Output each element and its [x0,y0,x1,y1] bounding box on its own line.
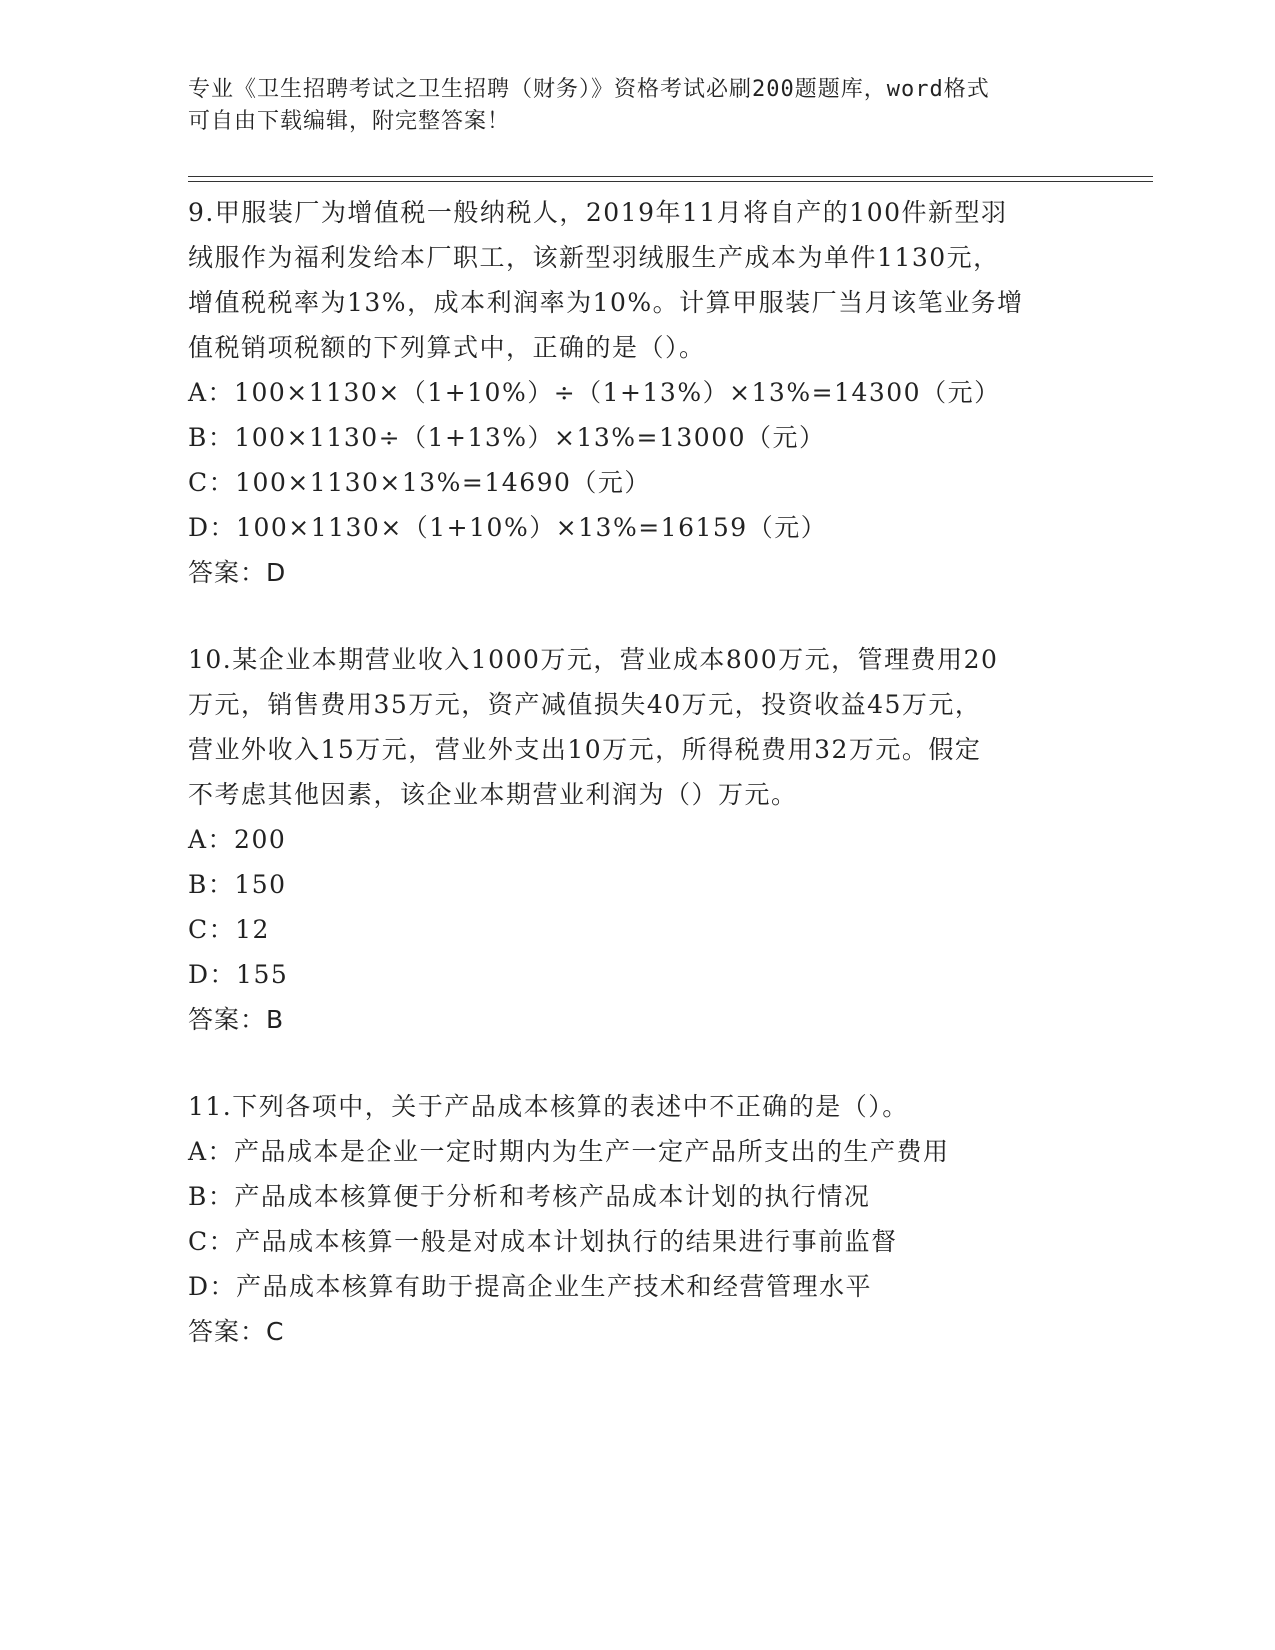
question-10 [188,637,1088,1042]
option-d: D：100×1130×（1+10%）×13%=16159（元） [188,513,828,542]
question-text-line: 11.下列各项中，关于产品成本核算的表述中不正确的是（）。 [188,1092,909,1121]
option-b: B：150 [188,870,287,899]
question-text-line: 增值税税率为13%，成本利润率为10%。计算甲服装厂当月该笔业务增 [188,288,1024,317]
question-text-line: 万元，销售费用35万元，资产减值损失40万元，投资收益45万元， [188,690,982,719]
question-11 [188,1084,1088,1354]
document-header [188,74,1088,138]
document-page [188,0,1153,1650]
question-text-line: 营业外收入15万元，营业外支出10万元，所得税费用32万元。假定 [188,735,982,764]
question-text-line: 值税销项税额的下列算式中，正确的是（）。 [188,333,706,362]
header-line-1: 专业《卫生招聘考试之卫生招聘（财务）》资格考试必刷200题题库，word格式 [188,77,990,102]
option-b: B：100×1130÷（1+13%）×13%=13000（元） [188,423,826,452]
question-9 [188,190,1088,595]
header-divider [188,176,1153,182]
option-c: C：100×1130×13%=14690（元） [188,468,651,497]
option-a: A：100×1130×（1+10%）÷（1+13%）×13%=14300（元） [188,378,1001,407]
header-line-2: 可自由下载编辑，附完整答案！ [188,109,511,134]
option-c: C：12 [188,915,270,944]
question-text-line: 绒服作为福利发给本厂职工，该新型羽绒服生产成本为单件1130元， [188,243,1000,272]
option-c: C：产品成本核算一般是对成本计划执行的结果进行事前监督 [188,1227,898,1256]
answer-label: 答案：D [188,558,287,587]
option-d: D：155 [188,960,289,989]
option-b: B：产品成本核算便于分析和考核产品成本计划的执行情况 [188,1182,871,1211]
question-text-line: 10.某企业本期营业收入1000万元，营业成本800万元，管理费用20 [188,645,999,674]
option-d: D：产品成本核算有助于提高企业生产技术和经营管理水平 [188,1272,873,1301]
option-a: A：产品成本是企业一定时期内为生产一定产品所支出的生产费用 [188,1137,950,1166]
answer-label: 答案：C [188,1317,285,1346]
option-a: A：200 [188,825,287,854]
question-text-line: 9.甲服装厂为增值税一般纳税人，2019年11月将自产的100件新型羽 [188,198,1008,227]
question-list [188,190,1088,1396]
answer-label: 答案：B [188,1005,285,1034]
question-text-line: 不考虑其他因素，该企业本期营业利润为（）万元。 [188,780,798,809]
